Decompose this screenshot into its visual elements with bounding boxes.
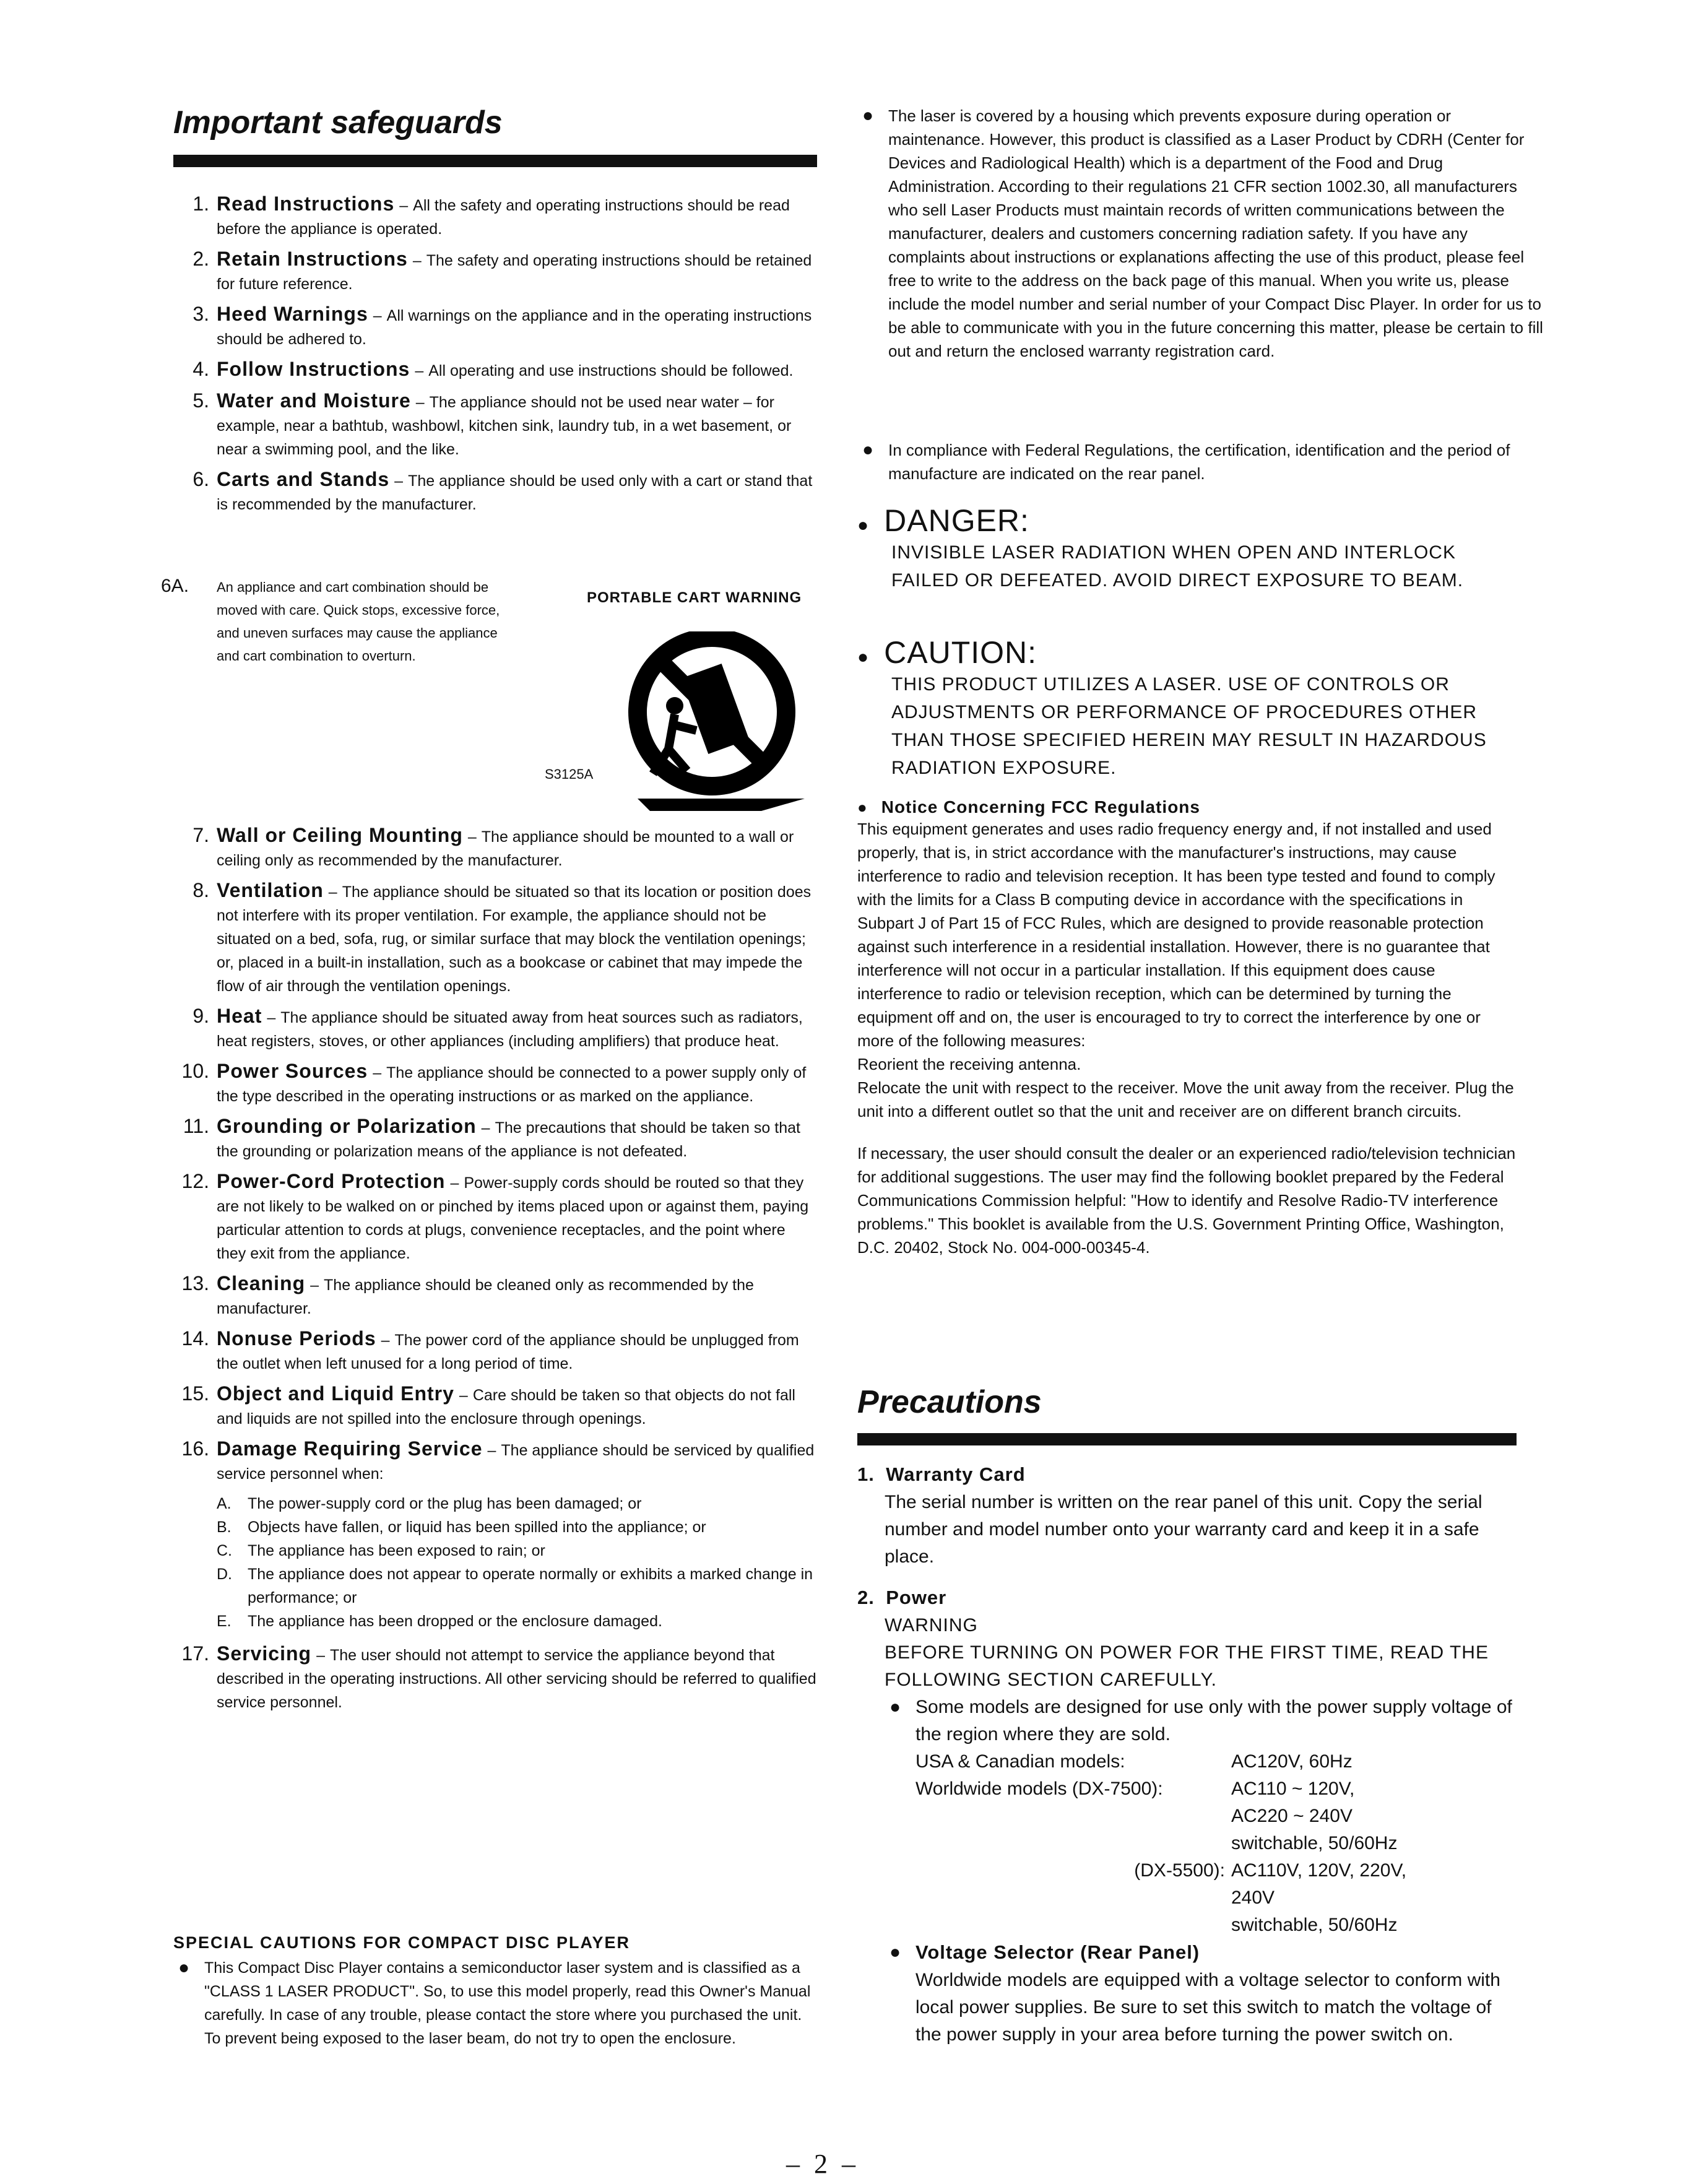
item-heading: Damage Requiring Service [217,1437,483,1460]
safeguard-item [161,389,817,461]
item-6a-text: An appliance and cart combination should be moved with care. Quick stops, excessive force, and uneven surfaces may cause the appliance and cart combination to overturn. [217,579,500,664]
bullet-icon: ● [889,1697,901,1717]
fcc-paragraph: This equipment generates and uses radio frequency energy and, if not installed and used properly, that is, in strict accordance with the manufacturer's instructions, may cause interference to radio and television reception. It has been type tested and found to comply with the limits for a Class B computing device in accordance with the specifications in Subpart J of Part 15 of FCC Rules, which are designed to provide reasonable protection against such interference in a residential installation. However, there is no guarantee that interference will not occur in a particular installation. If this equipment does cause interference to radio or television reception, which can be determined by turning the equipment off and on, the user is encouraged to try to correct the interference by one or more of the following measures: [857,820,1495,1050]
fcc-block [857,797,1517,1259]
precaution-1-heading: Warranty Card [886,1463,1026,1485]
item-text: The appliance should be cleaned only as recommended by the manufacturer. [217,1276,754,1317]
precautions-title: Precautions [857,1384,1042,1420]
safeguard-item [161,1114,817,1163]
item-text: The appliance should be connected to a power supply only of the type described in the operating instructions or as marked on the appliance. [217,1064,807,1105]
power-warning-label: WARNING [885,1615,978,1636]
item-text: The appliance should be mounted to a wall or ceiling only as recommended by the manufacturer. [217,828,794,869]
item-text: The user should not attempt to service the appliance beyond that described in the operating instructions. All other servicing should be referred to qualified service personnel. [217,1647,816,1711]
voltage-value: switchable, 50/60Hz [1231,1833,1398,1853]
item-16-subitem [217,1492,817,1515]
item-text: The safety and operating instructions should be retained for future reference. [217,252,812,293]
compliance-paragraph-text: In compliance with Federal Regulations, the certification, identification and the period of manufacture are indicated on the rear panel. [888,441,1510,483]
item-text: All warnings on the appliance and in the operating instructions should be adhered to. [217,307,812,348]
subitem-text: The appliance does not appear to operate normally or exhibits a marked change in performance; or [248,1566,813,1606]
caution-block [857,635,1517,782]
item-16-subitem [217,1515,817,1539]
item-text: The appliance should be situated so that its location or position does not interfere with its proper ventilation. For example, the appliance should not be situated on a bed, sofa, rug, or similar surface that may block the ventilation openings; or, placed in a built-in installation, such as a bookcase or cabinet that may impede the flow of air through the ventilation openings. [217,883,812,995]
item-heading: Heat [217,1005,262,1027]
safeguard-item [161,1327,817,1376]
item-heading: Ventilation [217,879,324,901]
voltage-value: AC220 ~ 240V [1231,1806,1353,1826]
laser-paragraph-text: The laser is covered by a housing which prevents exposure during operation or maintenance. However, this product is classified as a Laser Product by CDRH (Center for Devices and Radiological Health) which is a department of the Food and Drug Administration. According to their regulations 21 CFR section 1002.30, all manufacturers who sell Laser Products must maintain records of written communications between the manufacturer, dealers and customers concerning radiation safety. If you have any complaints about instructions or explanations affecting the use of this product, please feel free to write to the address on the back page of this manual. When you write us, please include the model number and serial number of your Compact Disc Player. In order for us to be able to communicate with you in the future concerning this matter, please be certain to fill out and return the enclosed warranty registration card. [888,106,1543,360]
item-heading: Power Sources [217,1060,368,1082]
safeguard-item [161,1272,817,1320]
voltage-value: AC120V, 60Hz [1231,1751,1353,1772]
subitem-letter: D. [217,1566,232,1583]
voltage-row [915,1857,1517,1884]
item-text: The appliance should be situated away from heat sources such as radiators, heat registers, stoves, or other appliances (including amplifiers) that produce heat. [217,1009,803,1050]
safeguard-item [161,1382,817,1431]
voltage-value: AC110 ~ 120V, [1231,1779,1355,1799]
item-number: 15. [181,1382,209,1405]
item-heading: Retain Instructions [217,248,408,270]
voltage-selector-heading: Voltage Selector (Rear Panel) [915,1941,1200,1963]
voltage-row [915,1884,1517,1912]
voltage-model: (DX-5500): [1134,1860,1225,1881]
safeguards-list-1 [161,192,817,522]
item-text: The appliance should be serviced by qualified service personnel when: [217,1442,815,1483]
item-dash: – [310,1276,319,1294]
subitem-text: The power-supply cord or the plug has been damaged; or [248,1495,642,1512]
item-dash: – [450,1174,459,1192]
item-number: 6. [193,468,209,490]
item-16-subitem [217,1610,817,1633]
item-16-subitem [217,1562,817,1610]
precaution-2-heading: Power [886,1587,947,1608]
item-heading: Power-Cord Protection [217,1170,446,1192]
safeguard-item [161,1004,817,1053]
cart-warning-icon [594,631,823,817]
item-6a [161,576,817,805]
item-heading: Heed Warnings [217,303,368,325]
item-number: 11. [183,1115,209,1137]
bullet-icon: ● [862,440,874,460]
title-rule [173,155,817,167]
precaution-1-text: The serial number is written on the rear panel of this unit. Copy the serial number and model number onto your warranty card and keep it in a safe place. [885,1492,1482,1567]
voltage-table [915,1748,1517,1939]
voltage-model: Worldwide models (DX-7500): [915,1779,1163,1799]
voltage-model [915,1884,1231,1912]
item-dash: – [381,1332,390,1349]
item-dash: – [328,883,337,901]
laser-paragraph [857,104,1547,363]
item-text: All operating and use instructions should be followed. [428,362,794,379]
item-heading: Carts and Stands [217,468,390,490]
voltage-selector-text: Worldwide models are equipped with a voltage selector to conform with local power supplies. Be sure to set this switch to match the voltage of the power supply in your area before turning the power switch on. [915,1970,1500,2045]
special-cautions-text [173,1956,817,2050]
item-number: 9. [193,1005,209,1027]
voltage-row [915,1748,1517,1775]
voltage-model [915,1830,1231,1857]
precautions-rule [857,1433,1517,1445]
fcc-measure-2: Relocate the unit with respect to the receiver. Move the unit away from the receiver. Plug the unit into a different outlet so that the unit and receiver are on different branch circuits. [857,1078,1514,1120]
danger-heading: ● DANGER: [857,503,1029,538]
item-dash: – [267,1009,276,1026]
item-16-subitem [217,1539,817,1562]
safeguards-title: Important safeguards [173,105,503,141]
item-text: The appliance should not be used near water – for example, near a bathtub, washbowl, kitchen sink, laundry tub, in a wet basement, or near a swimming pool, and the like. [217,394,792,458]
bullet-icon: ● [178,1957,190,1978]
safeguard-item [161,302,817,351]
safeguard-item [161,467,817,516]
item-number: 4. [193,358,209,380]
danger-text: INVISIBLE LASER RADIATION WHEN OPEN AND INTERLOCK FAILED OR DEFEATED. AVOID DIRECT EXPOSURE TO BEAM. [891,542,1464,591]
power-warning-text: BEFORE TURNING ON POWER FOR THE FIRST TIME, READ THE FOLLOWING SECTION CAREFULLY. [885,1642,1489,1690]
safeguard-item [161,1059,817,1108]
voltage-value: switchable, 50/60Hz [1231,1915,1398,1935]
voltage-row [915,1775,1517,1803]
item-heading: Cleaning [217,1272,306,1294]
item-heading: Follow Instructions [217,358,410,380]
fcc-heading: ● Notice Concerning FCC Regulations [857,797,1200,817]
item-dash: – [394,472,404,490]
bullet-icon: ● [862,105,874,126]
item-number: 3. [193,303,209,325]
caution-heading: ● CAUTION: [857,635,1037,670]
item-number: 10. [181,1060,209,1082]
subitem-text: The appliance has been exposed to rain; or [248,1542,545,1559]
item-number: 14. [181,1327,209,1350]
item-number: 13. [181,1272,209,1294]
subitem-letter: B. [217,1519,232,1536]
safeguards-list-2 [161,823,817,1720]
item-number: 7. [193,824,209,846]
subitem-text: Objects have fallen, or liquid has been spilled into the appliance; or [248,1519,706,1536]
safeguard-item [161,247,817,296]
subitem-letter: E. [217,1613,232,1630]
item-number: 12. [181,1170,209,1192]
item-dash: – [459,1387,468,1404]
special-cautions-heading: SPECIAL CAUTIONS FOR COMPACT DISC PLAYER [173,1933,631,1952]
voltage-value: 240V [1231,1887,1275,1908]
safeguard-item [161,357,817,383]
special-cautions-body: This Compact Disc Player contains a semiconductor laser system and is classified as a "CLASS 1 LASER PRODUCT". So, to use this model properly, read this Owner's Manual carefully. In case of any trouble, please contact the store where you purchased the unit. To prevent being exposed to the laser beam, do not try to open the enclosure. [204,1959,811,2047]
item-dash: – [316,1647,325,1664]
item-heading: Object and Liquid Entry [217,1382,454,1405]
precaution-1-number: 1. [857,1463,875,1485]
cart-warning-label: PORTABLE CART WARNING [587,589,802,606]
item-heading: Read Instructions [217,193,395,215]
item-text: Power-supply cords should be routed so that they are not likely to be walked on or pinched by items placed upon or against them, paying particular attention to cords at plugs, convenience receptacles, and the point where they exit from the appliance. [217,1174,809,1262]
voltage-model [915,1912,1231,1939]
item-dash: – [481,1119,490,1137]
item-heading: Grounding or Polarization [217,1115,477,1137]
subitem-letter: C. [217,1542,232,1559]
power-bullet-2 [885,1939,1517,2048]
safeguard-item [161,823,817,872]
power-bullet-1 [885,1694,1517,1939]
item-number: 1. [193,193,209,215]
item-dash: – [373,307,382,324]
item-text: The appliance should be used only with a cart or stand that is recommended by the manufacturer. [217,472,813,513]
item-dash: – [399,197,409,214]
item-text: The power cord of the appliance should be unplugged from the outlet when left unused for a long period of time. [217,1332,799,1372]
voltage-model: USA & Canadian models: [915,1751,1125,1772]
danger-block [857,503,1517,594]
item-dash: – [487,1442,496,1459]
item-text: All the safety and operating instructions should be read before the appliance is operated. [217,197,790,238]
bullet-icon: ● [889,1942,901,1962]
page-number: – 2 – [786,2149,859,2179]
precaution-2-number: 2. [857,1587,875,1608]
item-number: 2. [193,248,209,270]
item-heading: Nonuse Periods [217,1327,376,1350]
voltage-model [915,1803,1231,1830]
safeguard-item [161,1169,817,1265]
compliance-paragraph [857,438,1547,485]
item-number: 17. [181,1642,209,1665]
voltage-value: AC110V, 120V, 220V, [1231,1860,1407,1881]
precautions-list [857,1461,1517,2048]
item-number: 16. [181,1437,209,1460]
subitem-text: The appliance has been dropped or the enclosure damaged. [248,1613,662,1630]
safeguard-item [161,1642,817,1714]
special-cautions [173,1933,817,2050]
safeguard-item [161,192,817,241]
item-dash: – [467,828,477,846]
item-6a-number: 6A. [161,576,189,596]
item-heading: Water and Moisture [217,389,411,412]
safeguard-item [161,878,817,998]
item-number: 5. [193,389,209,412]
power-bullet-1-text: Some models are designed for use only with the power supply voltage of the region where they are sold. [915,1697,1512,1744]
item-number: 8. [193,879,209,901]
precaution-power [857,1584,1517,2048]
item-dash: – [373,1064,382,1081]
item-dash: – [415,362,424,379]
caution-text: THIS PRODUCT UTILIZES A LASER. USE OF CONTROLS OR ADJUSTMENTS OR PERFORMANCE OF PROCEDURES OTHER THAN THOSE SPECIFIED HEREIN MAY RESULT IN HAZARDOUS RADIATION EXPOSURE. [891,674,1487,778]
voltage-row [915,1912,1517,1939]
precaution-warranty [857,1461,1517,1571]
voltage-row [915,1830,1517,1857]
item-text: Care should be taken so that objects do not fall and liquids are not spilled into the enclosure through openings. [217,1387,795,1428]
voltage-row [915,1803,1517,1830]
figure-code: S3125A [545,766,594,782]
item-dash: – [412,252,422,269]
safeguard-item [161,1437,817,1486]
item-heading: Servicing [217,1642,312,1665]
item-heading: Wall or Ceiling Mounting [217,824,463,846]
subitem-letter: A. [217,1495,232,1512]
item-text: The precautions that should be taken so that the grounding or polarization means of the appliance is not defeated. [217,1119,800,1160]
item-dash: – [415,394,425,411]
fcc-paragraph-2: If necessary, the user should consult the dealer or an experienced radio/television technician for additional suggestions. The user may find the following booklet prepared by the Federal Communications Commission helpful: "How to identify and Resolve Radio-TV interference problems." This booklet is available from the U.S. Government Printing Office, Washington, D.C. 20402, Stock No. 004-000-00345-4. [857,1144,1516,1257]
fcc-measure-1: Reorient the receiving antenna. [857,1055,1081,1073]
